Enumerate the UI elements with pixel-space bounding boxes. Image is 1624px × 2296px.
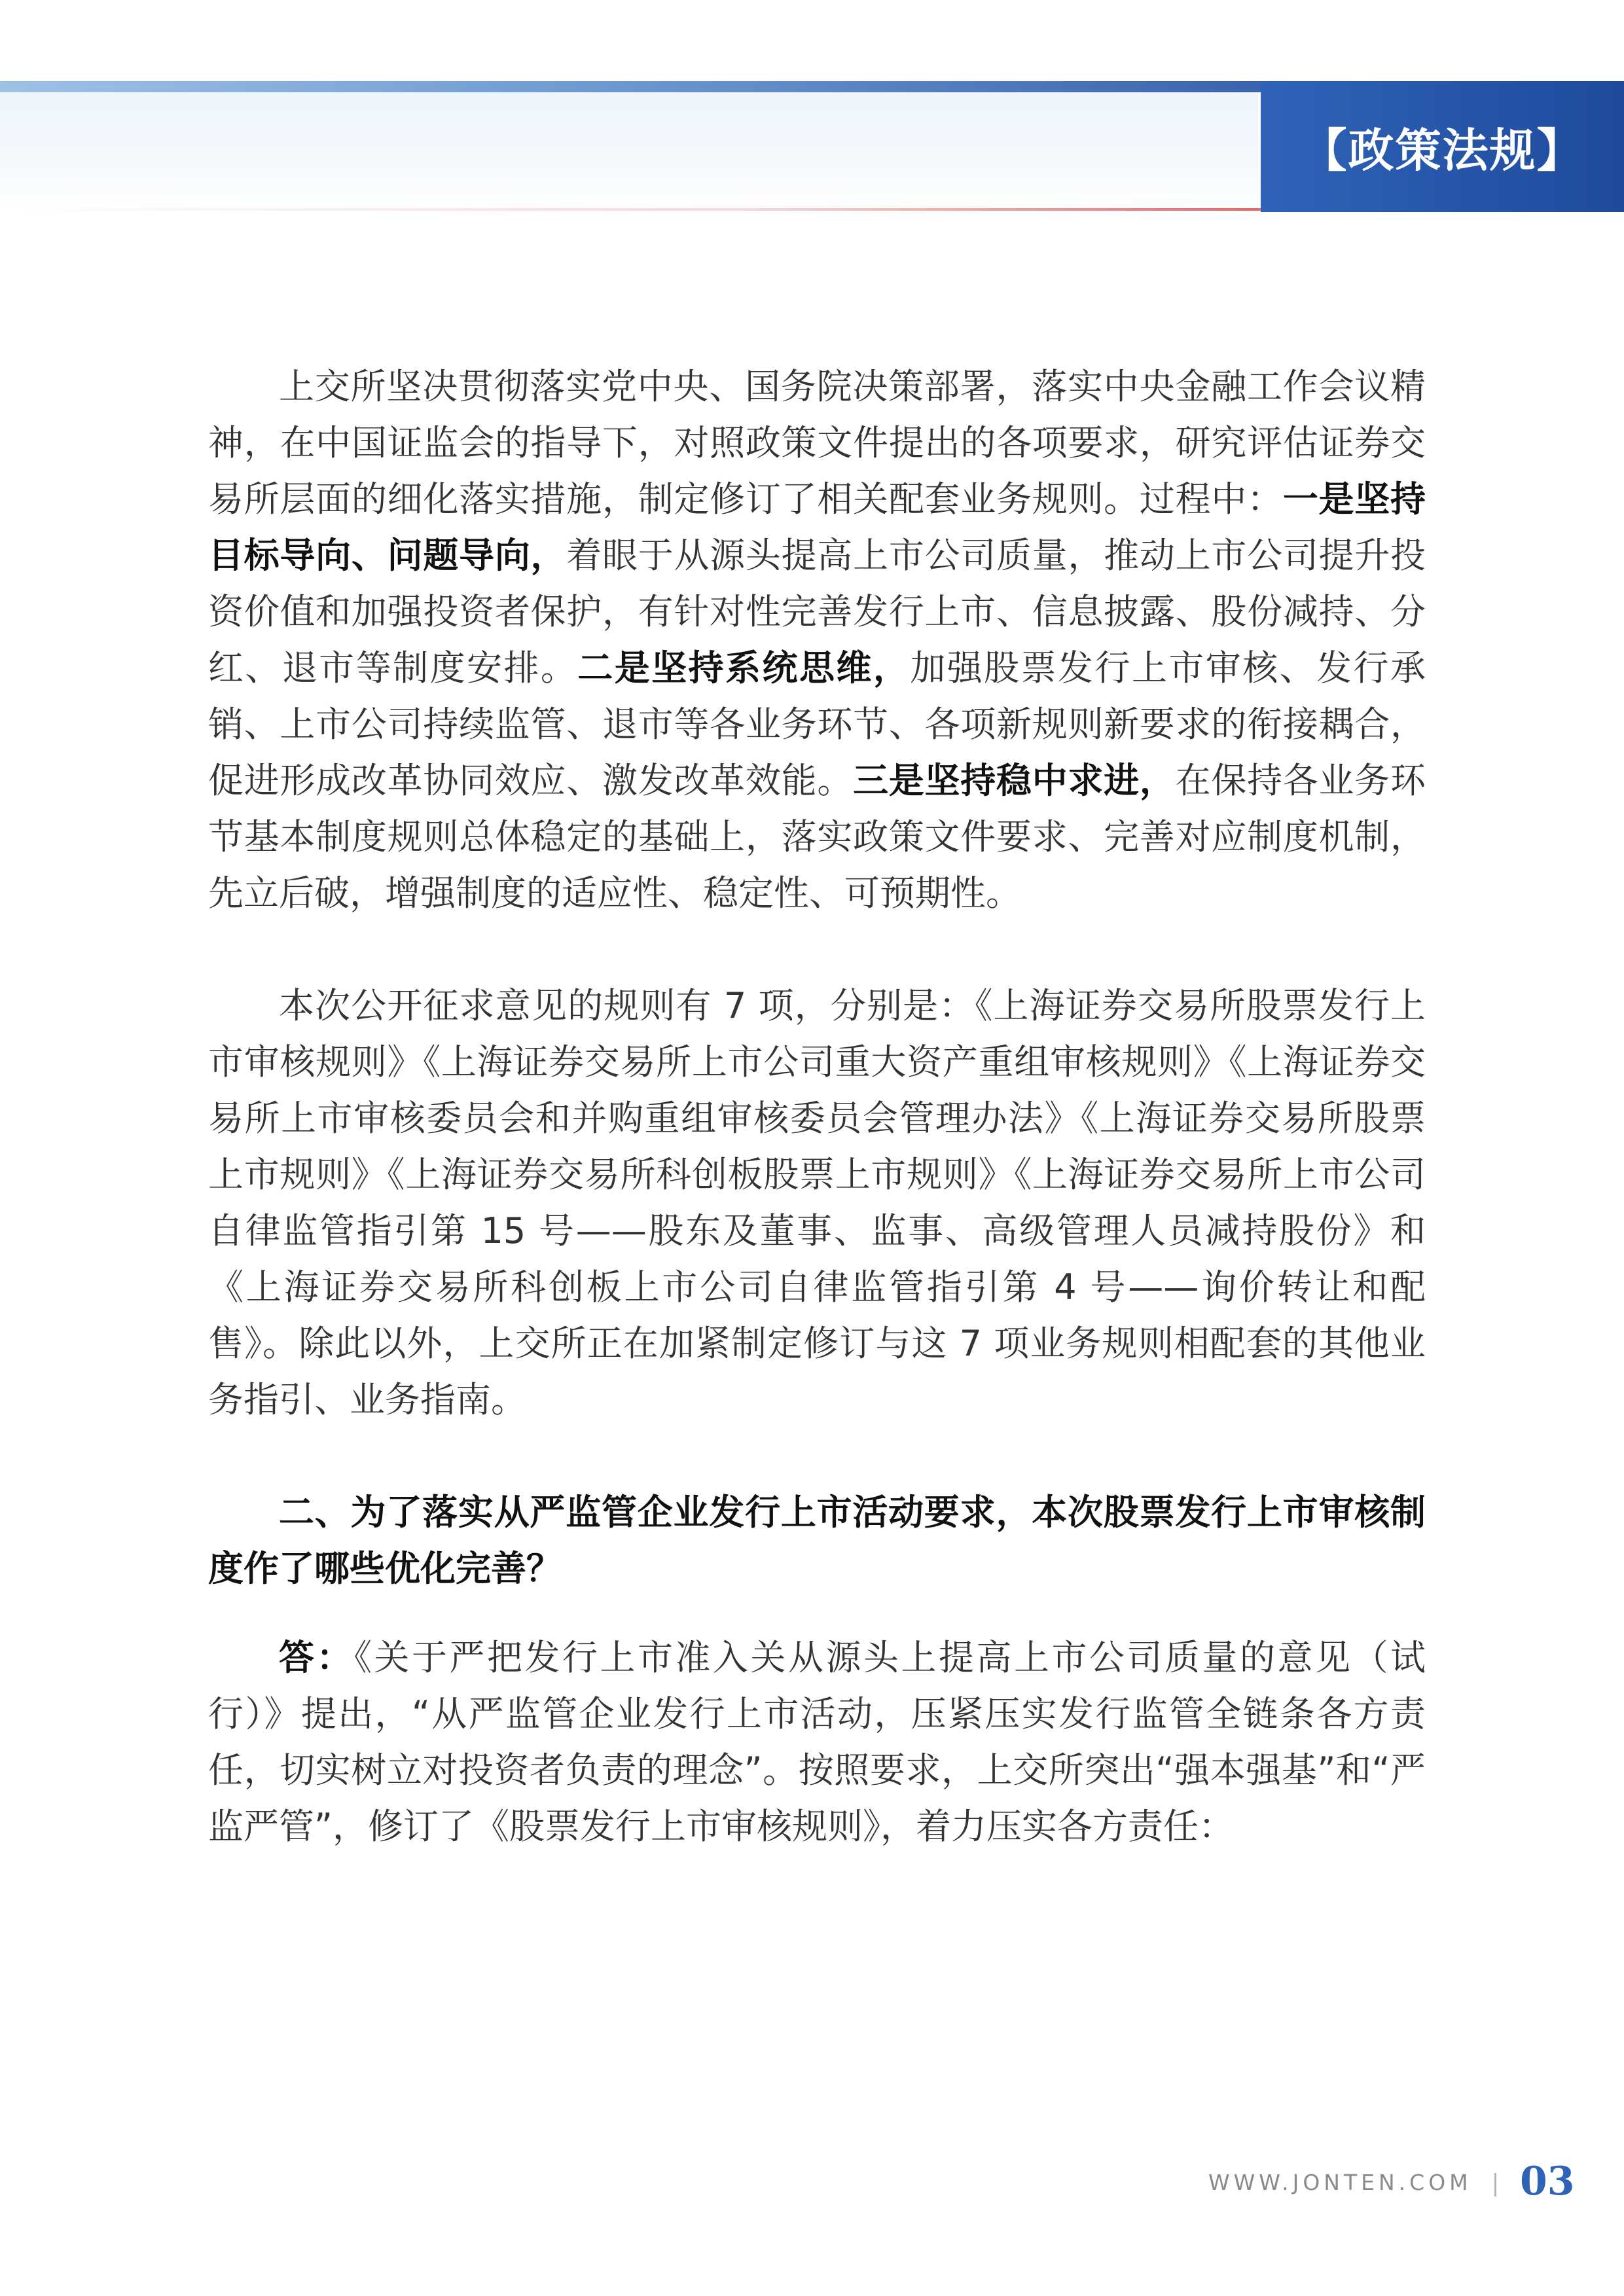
text-run: 《关于严把发行上市准入关从源头上提高上市公司质量的意见（试行）》提出，“从严监管企业发行上市活动，压紧压实发行监管全链条各方责任，切实树立对投资者负责的理念”。按照要求，上交所突出“强本强基”和“严监严管”，修订了《股票发行上市审核规则》，着力压实各方责任： [208, 1637, 1426, 1847]
article-body [208, 359, 1426, 1855]
footer-divider [1494, 2173, 1496, 2197]
paragraph-rules-list: 本次公开征求意见的规则有 7 项，分别是：《上海证券交易所股票发行上市审核规则》《上海证券交易所上市公司重大资产重组审核规则》《上海证券交易所上市审核委员会和并购重组审核委员会管理办法》《上海证券交易所股票上市规则》《上海证券交易所科创板股票上市规则》《上海证券交易所上市公司自律监管指引第 15 号——股东及董事、监事、高级管理人员减持股份》和《上海证券交易所科创板上市公司自律监管指引第 4 号——询价转让和配售》。除此以外，上交所正在加紧制定修订与这 7 项业务规则相配套的其他业务指引、业务指南。 [208, 985, 1426, 1420]
paragraph-answer [208, 1630, 1426, 1855]
header-bottom-rule [0, 208, 1261, 211]
answer-label: 答： [279, 1637, 354, 1678]
section-tag [1261, 81, 1624, 212]
footer-url: WWW.JONTEN.COM [1208, 2170, 1472, 2195]
text-run: 加强股票发行上市审核、发行承销、上市公司持续监管、退市等各业务环节、各项新规则新要求的衔接耦合，促进形成改革协同效应、激发改革效能。 [208, 647, 1426, 801]
question-heading: 二、为了落实从严监管企业发行上市活动要求，本次股票发行上市审核制度作了哪些优化完善？ [208, 1492, 1426, 1589]
bold-point-2: 二是坚持系统思维， [577, 647, 911, 689]
page-number: 03 [1520, 2159, 1575, 2204]
text-run: 着眼于从源头提高上市公司质量，推动上市公司提升投资价值和加强投资者保护，有针对性完善发行上市、信息披露、股份减持、分红、退市等制度安排。 [208, 535, 1426, 689]
paragraph-measures [208, 359, 1426, 922]
text-run: 在保持各业务环节基本制度规则总体稳定的基础上，落实政策文件要求、完善对应制度机制，先立后破，增强制度的适应性、稳定性、可预期性。 [208, 760, 1426, 914]
section-tag-label: 【政策法规】 [1301, 122, 1584, 177]
header-band [0, 81, 1258, 212]
bold-point-3: 三是坚持稳中求进， [853, 760, 1176, 801]
bold-point-1: 一是坚持目标导向、问题导向， [208, 478, 1426, 576]
header-top-rule [0, 81, 1261, 92]
text-run: 上交所坚决贯彻落实党中央、国务院决策部署，落实中央金融工作会议精神，在中国证监会的指导下，对照政策文件提出的各项要求，研究评估证券交易所层面的细化落实措施，制定修订了相关配套业务规则。过程中： [208, 366, 1426, 520]
